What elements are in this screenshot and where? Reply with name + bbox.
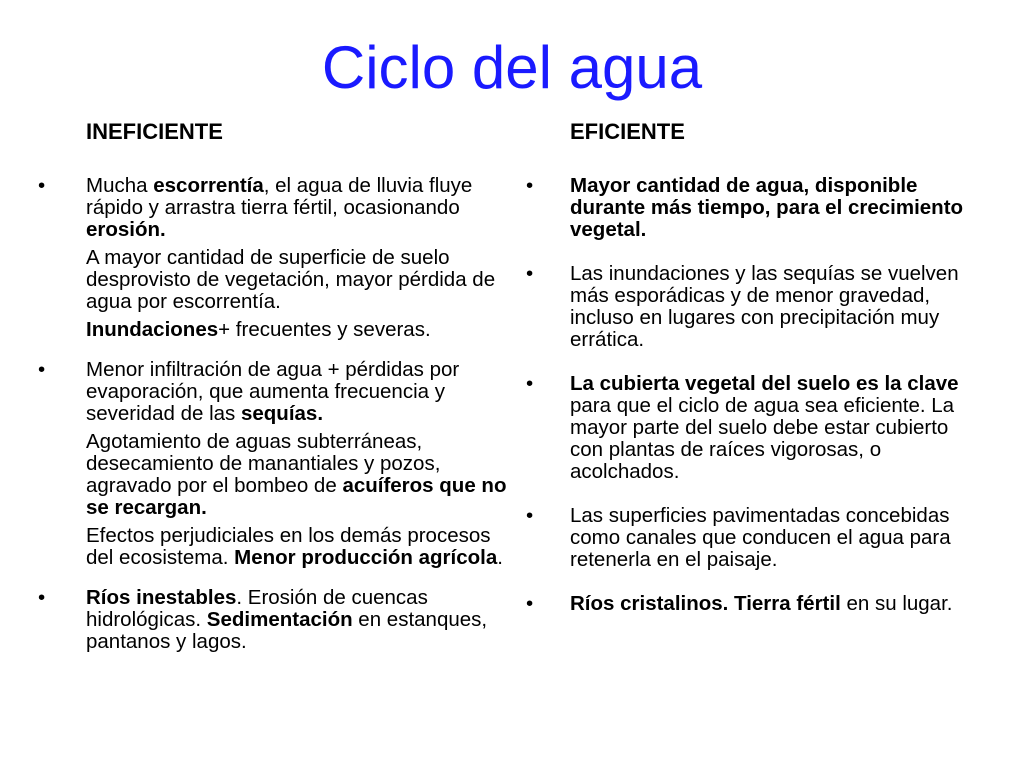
superficies-pavimentadas-paragraph: Las superficies pavimentadas concebidas como canales que conducen el agua para retenerla en el paisaje. <box>570 504 951 571</box>
ineficiente-bullet-2 <box>38 359 508 569</box>
bullet-icon: • <box>526 174 534 197</box>
eficiente-bullet-4 <box>526 505 966 571</box>
cubierta-vegetal-paragraph: La cubierta vegetal del suelo es la clave para que el ciclo de agua sea eficiente. La mayor parte del suelo debe estar cubierto con plantas de raíces vigorosas, o acolchados. <box>570 372 959 483</box>
inundaciones-paragraph: Inundaciones+ frecuentes y severas. <box>86 318 431 341</box>
mayor-cantidad-paragraph: Mayor cantidad de agua, disponible durante más tiempo, para el crecimiento vegetal. <box>570 174 964 241</box>
bullet-icon: • <box>526 372 534 395</box>
ineficiente-bullet-3 <box>38 587 508 653</box>
eficiente-bullet-3 <box>526 373 966 483</box>
eficiente-bullet-2 <box>526 263 966 351</box>
ineficiente-bullet-1 <box>38 175 508 341</box>
rios-cristalinos-paragraph: Ríos cristalinos. Tierra fértil en su lugar. <box>570 592 953 615</box>
superficie-paragraph: A mayor cantidad de superficie de suelo desprovisto de vegetación, mayor pérdida de agua por escorrentía. <box>86 246 496 313</box>
ineficiente-heading: INEFICIENTE <box>86 119 223 144</box>
eficiente-bullet-5 <box>526 593 966 615</box>
eficiente-column <box>526 118 966 615</box>
eficiente-bullet-1 <box>526 175 966 241</box>
eficiente-heading: EFICIENTE <box>570 119 685 144</box>
efectos-paragraph: Efectos perjudiciales en los demás procesos del ecosistema. Menor producción agrícola. <box>86 524 503 569</box>
slide-title: Ciclo del agua <box>321 34 703 101</box>
rios-inestables-paragraph: Ríos inestables. Erosión de cuencas hidrológicas. Sedimentación en estanques, pantanos y lagos. <box>86 586 488 653</box>
bullet-icon: • <box>526 592 534 615</box>
ineficiente-column <box>38 118 508 653</box>
bullet-icon: • <box>38 586 46 609</box>
inundaciones-sequias-paragraph: Las inundaciones y las sequías se vuelven más esporádicas y de menor gravedad, incluso en lugares con precipitación muy errática. <box>570 262 959 351</box>
bullet-icon: • <box>38 358 46 381</box>
bullet-icon: • <box>526 504 534 527</box>
agotamiento-paragraph: Agotamiento de aguas subterráneas, desecamiento de manantiales y pozos, agravado por el bombeo de acuíferos que no se recargan. <box>86 430 507 519</box>
escorrentia-paragraph: Mucha escorrentía, el agua de lluvia fluye rápido y arrastra tierra fértil, ocasionando erosión. <box>86 174 473 241</box>
bullet-icon: • <box>526 262 534 285</box>
infiltracion-paragraph: Menor infiltración de agua + pérdidas por evaporación, que aumenta frecuencia y severidad de las sequías. <box>86 358 460 425</box>
bullet-icon: • <box>38 174 46 197</box>
